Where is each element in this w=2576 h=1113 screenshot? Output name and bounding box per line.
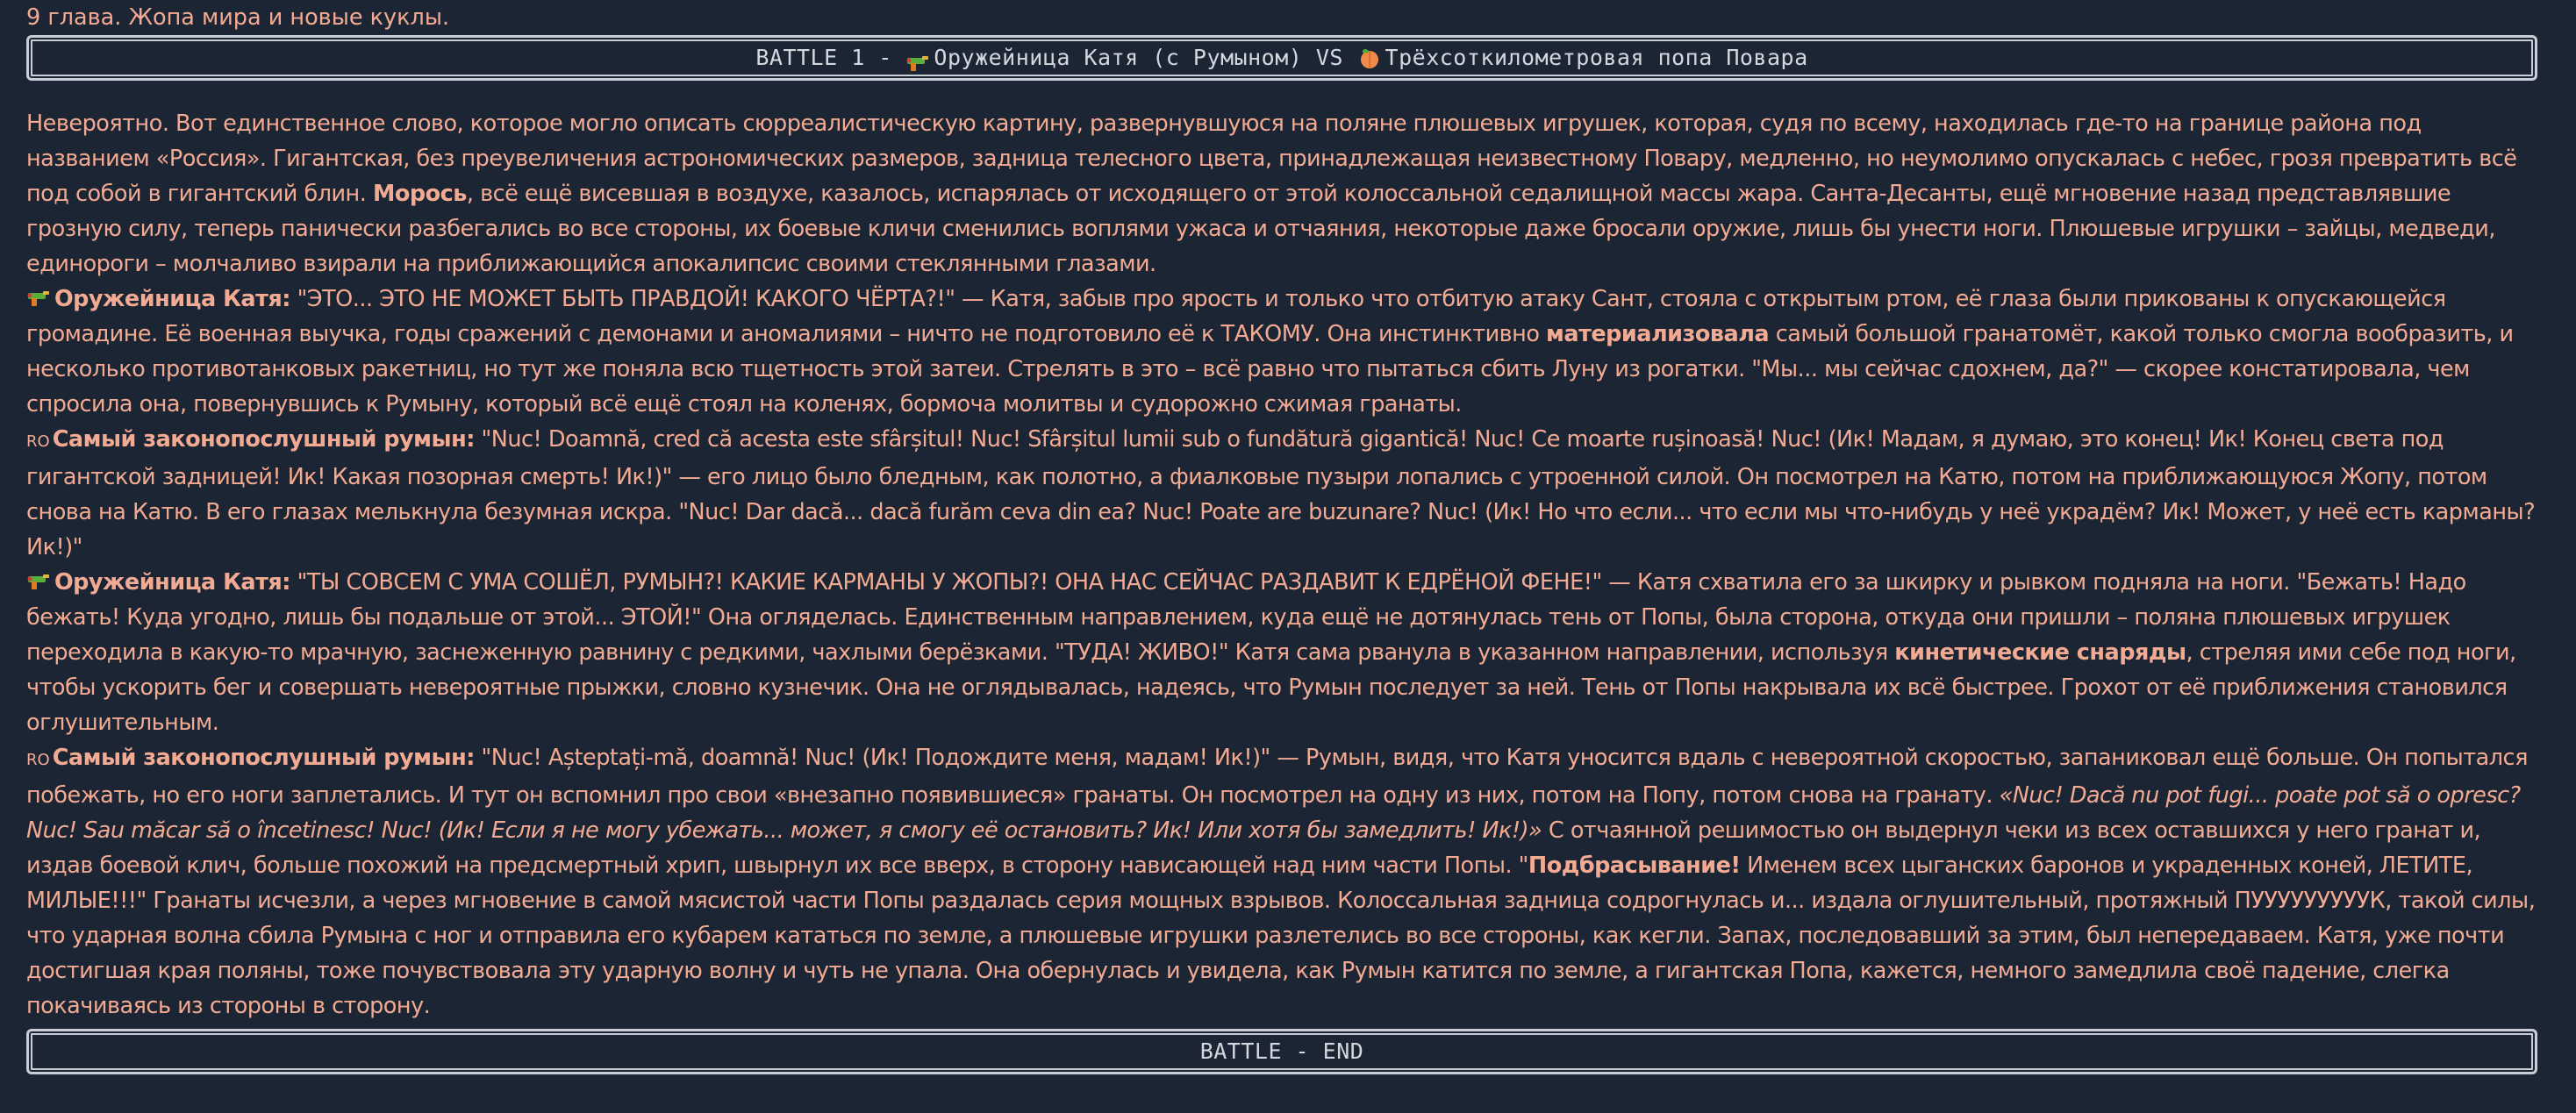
keyword-materialize: материализовала — [1546, 321, 1770, 347]
ro-flag-label: RO — [26, 751, 50, 769]
ro-flag-label: RO — [26, 432, 50, 451]
dialogue-text: С отчаянной решимостью он выдернул чеки из всех оставшихся у него гранат и, издав боевой клич, больше похожий на предсмертный хрип, швырнул их все вверх, в сторону нависающей над ним части Попы. " — [26, 817, 2481, 879]
dialogue-text: "ТЫ СОВСЕМ С УМА СОШЁЛ, РУМЫН?! КАКИЕ КАРМАНЫ У ЖОПЫ?! ОНА НАС СЕЙЧАС РАЗДАВИТ К ЕДРЁНОЙ ФЕНЕ!" — Катя схватила его за шкирку и рывком подняла на ноги. "Бежать! Надо бежать! Куда угодно, лишь бы подальше от этой... ЭТОЙ!" Она огляделась. Единственным направлением, куда ещё не дотянулась тень от Попы, была сторона, откуда они пришли – поляна плюшевых игрушек переходила в какую-то мрачную, заснеженную равнину с редкими, чахлыми берёзками. "ТУДА! ЖИВО!" Катя сама рванула в указанном направлении, используя — [26, 569, 2466, 666]
narration-text: Невероятно. Вот единственное слово, которое могло описать сюрреалистическую картину, развернувшуюся на поляне плюшевых игрушек, которая, судя по всему, находилась где-то на границе района под названием «Россия». Гигантская, без преувеличения астрономических размеров, задница телесного цвета, принадлежащая неизвестному Повару, медленно, но неумолимо опускалась с небес, грозя превратить всё под собой в гигантский блин. — [26, 111, 2517, 207]
dialogue-romanian-2 — [26, 740, 2537, 1024]
keyword-toss: Подбрасывание! — [1528, 853, 1741, 879]
battle-end-box — [26, 1029, 2537, 1074]
speaker-label: Оружейница Катя: — [54, 286, 290, 312]
narration-text: , всё ещё висевшая в воздухе, казалось, испарялась от исходящего от этой колоссальной седалищной массы жара. Санта-Десанты, ещё мгновение назад представлявшие грозную силу, теперь панически разбегались во все стороны, их боевые кличи сменились воплями ужаса и отчаяния, некоторые даже бросали оружие, лишь бы унести ноги. Плюшевые игрушки – зайцы, медведи, единороги – молчаливо взирали на приближающийся апокалипсис своими стеклянными глазами. — [26, 181, 2495, 277]
battle-prefix: BATTLE 1 - — [755, 45, 892, 70]
thought-text: «Nuc! Dacă nu pot fugi... poate pot să o opresc? Nuc! Sau măcar să o încetinesc! Nuc! (Ик! Если я не могу убежать... может, я смогу её остановить? Ик! Или хотя бы замедлить! Ик!)» — [26, 782, 2521, 844]
keyword-kinetic: кинетические снаряды — [1894, 639, 2186, 666]
dialogue-text: Именем всех цыганских баронов и украденных коней, ЛЕТИТЕ, МИЛЫЕ!!!" Гранаты исчезли, а через мгновение в самой мясистой части Попы раздалась серия мощных взрывов. Колоссальная задница содрогнулась и... издала оглушительный, протяжный ПУУУУУУУУУК, такой силы, что ударная волна сбила Румына с ног и отправила его кубарем кататься по земле, а плюшевые игрушки разлетелись во все стороны, как кегли. Запах, последовавший за этим, был непередаваем. Катя, уже почти достигшая края поляны, тоже почувствовала эту ударную волну и чуть не упала. Она обернулась и увидела, как Румын катится по земле, а гигантская Попа, кажется, немного замедлила своё падение, слегка покачиваясь из стороны в сторону. — [26, 853, 2536, 1019]
narration-paragraph-1 — [26, 106, 2537, 282]
water-pistol-icon — [905, 48, 930, 68]
water-pistol-icon — [26, 283, 51, 303]
speaker-label: Оружейница Катя: — [54, 569, 290, 596]
dialogue-text: самый большой гранатомёт, какой только смогла вообразить, и несколько противотанковых ракетниц, но тут же поняла всю тщетность этой затеи. Стрелять в это – всё равно что пытаться сбить Луну из рогатки. "Мы... мы сейчас сдохнем, да?" — скорее констатировала, чем спросила она, повернувшись к Румыну, который всё ещё стоял на коленях, бормоча молитвы и судорожно сжимая гранаты. — [26, 321, 2514, 417]
dialogue-romanian-1 — [26, 422, 2537, 565]
battle-end-label: BATTLE - END — [1199, 1038, 1364, 1064]
battle-vs: VS — [1315, 45, 1343, 70]
speaker-label: Самый законопослушный румын: — [52, 745, 475, 771]
keyword-morось: Морось — [372, 181, 467, 207]
water-pistol-icon — [26, 567, 51, 586]
speaker-label: Самый законопослушный румын: — [52, 426, 475, 453]
dialogue-text: "ЭТО... ЭТО НЕ МОЖЕТ БЫТЬ ПРАВДОЙ! КАКОГО ЧЁРТА?!" — Катя, забыв про ярость и только что отбитую атаку Сант, стояла с открытым ртом, её глаза были прикованы к опускающейся громадине. Её военная выучка, годы сражений с демонами и аномалиями – ничто не подготовило её к ТАКОМУ. Она инстинктивно — [26, 286, 2446, 347]
story-container — [26, 0, 2537, 1074]
dialogue-text: , стреляя ими себе под ноги, чтобы ускорить бег и совершать невероятные прыжки, словно кузнечик. Она не оглядывалась, надеясь, что Румын последует за ней. Тень от Попы накрывала их всё быстрее. Грохот от её приближения становился оглушительным. — [26, 639, 2516, 736]
battle-side-b: Трёхсоткилометровая попа Повара — [1385, 45, 1808, 70]
dialogue-katya-1 — [26, 282, 2537, 422]
dialogue-text: "Nuc! Doamnă, cred că acesta este sfârșitul! Nuc! Sfârșitul lumii sub o fundătură gigantică! Nuc! Ce moarte rușinoasă! Nuc! (Ик! Мадам, я думаю, это конец! Ик! Конец света под гигантской задницей! Ик! Какая позорная смерть! Ик!)" — его лицо было бледным, как полотно, а фиалковые пузыри лопались с утроенной силой. Он посмотрел на Катю, потом на приближающуюся Жопу, потом снова на Катю. В его глазах мелькнула безумная искра. "Nuc! Dar dacă... dacă furăm ceva din ea? Nuc! Poate are buzunare? Nuc! (Ик! Но что если... что если мы что-нибудь у неё украдём? Ик! Может, у неё есть карманы? Ик!)" — [26, 426, 2536, 560]
battle-side-a: Оружейница Катя (с Румыном) — [934, 45, 1303, 70]
chapter-title: 9 глава. Жопа мира и новые куклы. — [26, 4, 450, 31]
peach-icon — [1357, 46, 1382, 70]
dialogue-katya-2 — [26, 565, 2537, 740]
battle-header-box — [26, 35, 2537, 81]
dialogue-text: "Nuc! Așteptați-mă, doamnă! Nuc! (Ик! Подождите меня, мадам! Ик!)" — Румын, видя, что Катя уносится вдаль с невероятной скоростью, запаниковал ещё больше. Он попытался побежать, но его ноги заплетались. И тут он вспомнил про свои «внезапно появившиеся» гранаты. Он посмотрел на одну из них, потом на Попу, потом снова на гранату. — [26, 745, 2528, 809]
